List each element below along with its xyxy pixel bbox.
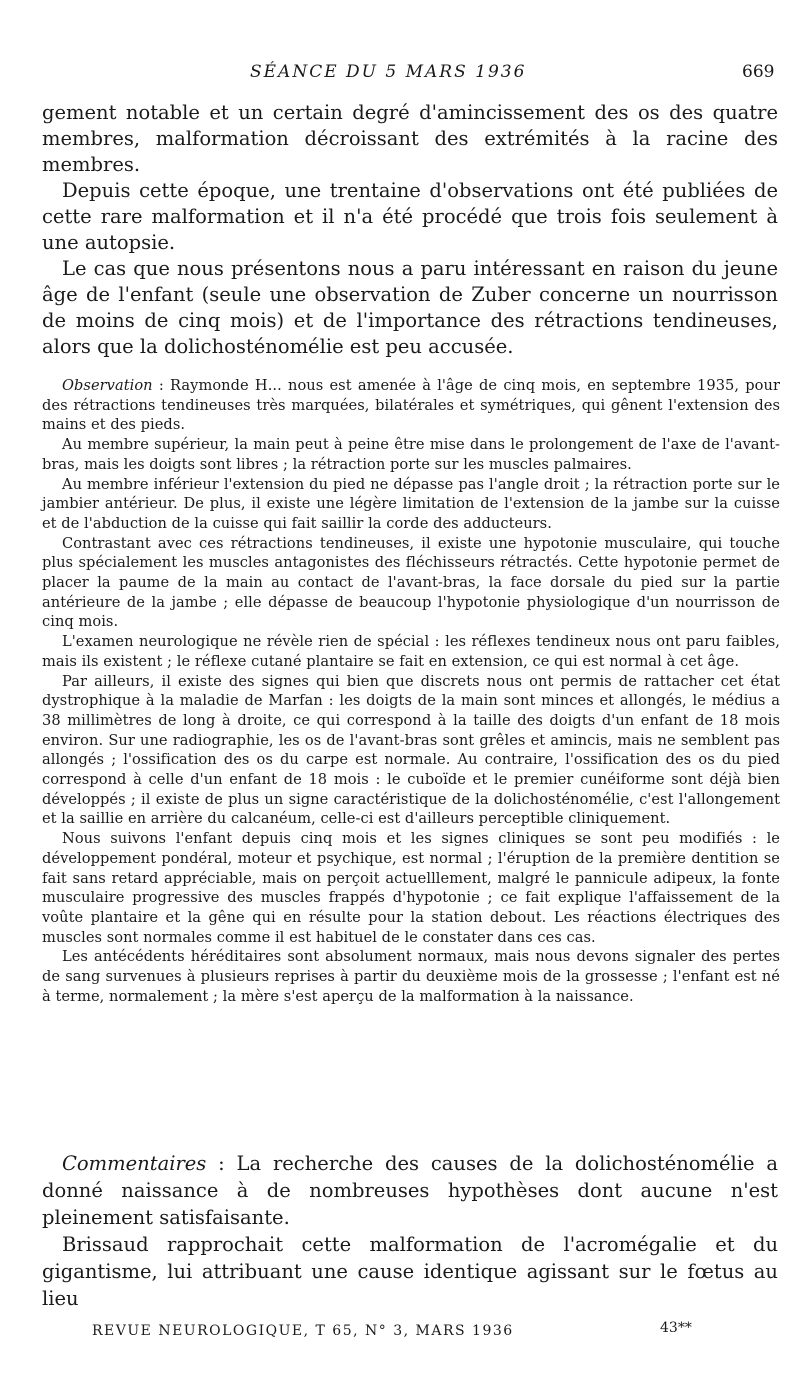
paragraph: Depuis cette époque, une trentaine d'observations ont été publiées de cette rare malformation et il n'a été procédé que trois fois seulement à une autopsie. [42, 179, 778, 254]
paragraph: Nous suivons l'enfant depuis cinq mois et les signes cliniques se sont peu modifiés : le développement pondéral, moteur et psychique, est normal ; l'éruption de la première dentition se fait sans retard appréciable, mais on perçoit actuelllement, malgré le pannicule adipeux, la fonte musculaire progressive des muscles frappés d'hypotonie ; ce fait explique l'affaissement de la voûte plantaire et la gêne qui en résulte pour la station debout. Les réactions électriques des muscles sont normales comme il est habituel de le constater dans ces cas. [42, 830, 780, 946]
page-footer [0, 1320, 800, 1347]
commentary-section [42, 1150, 778, 1312]
paragraph: Le cas que nous présentons nous a paru intéressant en raison du jeune âge de l'enfant (seule une observation de Zuber concerne un nourrisson de moins de cinq mois) et de l'importance des rétractions tendineuses, alors que la dolichosténomélie est peu accusée. [42, 257, 778, 358]
paragraph [42, 376, 780, 435]
commentaires-label: Commentaires [62, 1152, 207, 1175]
paragraph: L'examen neurologique ne révèle rien de spécial : les réflexes tendineux nous ont paru faibles, mais ils existent ; le réflexe cutané plantaire se fait en extension, ce qui est normal à cet âge. [42, 633, 780, 670]
paragraph: gement notable et un certain degré d'amincissement des os des quatre membres, malformation décroissant des extrémités à la racine des membres. [42, 101, 778, 176]
paragraph [42, 1150, 778, 1231]
observation-label: Observation [62, 377, 153, 394]
running-header [0, 62, 800, 92]
paragraph: Les antécédents héréditaires sont absolument normaux, mais nous devons signaler des pertes de sang survenues à plusieurs reprises à partir du deuxième mois de la grossesse ; l'enfant est né à terme, normalement ; la mère s'est aperçu de la malformation à la naissance. [42, 948, 780, 1005]
paragraph: Au membre supérieur, la main peut à peine être mise dans le prolongement de l'axe de l'avant-bras, mais les doigts sont libres ; la rétraction porte sur les muscles palmaires. [42, 436, 780, 473]
paragraph-text: : La recherche des causes de la dolichosténomélie a donné naissance à de nombreuses hypothèses dont aucune n'est pleinement satisfaisante. [42, 1152, 778, 1229]
paragraph-text: : Raymonde H... nous est amenée à l'âge de cinq mois, en septembre 1935, pour des rétractions tendineuses très marquées, bilatérales et symétriques, qui gênent l'extension des mains et des pieds. [42, 377, 780, 434]
running-title: SÉANCE DU 5 MARS 1936 [250, 62, 527, 82]
signature-mark: 43** [660, 1320, 692, 1336]
intro-text [42, 100, 778, 360]
page-number: 669 [742, 62, 775, 82]
journal-reference: REVUE NEUROLOGIQUE, T 65, N° 3, MARS 1936 [92, 1323, 514, 1339]
paragraph: Au membre inférieur l'extension du pied ne dépasse pas l'angle droit ; la rétraction porte sur le jambier antérieur. De plus, il existe une légère limitation de l'extension de la jambe sur la cuisse et de l'abduction de la cuisse qui fait saillir la corde des adducteurs. [42, 475, 780, 532]
paragraph: Contrastant avec ces rétractions tendineuses, il existe une hypotonie musculaire, qui touche plus spécialement les muscles antagonistes des fléchisseurs rétractés. Cette hypotonie permet de placer la paume de la main au contact de l'avant-bras, la face dorsale du pied sur la partie antérieure de la jambe ; elle dépasse de beaucoup l'hypotonie physiologique d'un nourrisson de cinq mois. [42, 534, 780, 631]
observation-section [42, 376, 780, 1007]
paragraph: Brissaud rapprochait cette malformation de l'acromégalie et du gigantisme, lui attribuant une cause identique agissant sur le fœtus au lieu [42, 1233, 778, 1310]
paragraph: Par ailleurs, il existe des signes qui bien que discrets nous ont permis de rattacher cet état dystrophique à la maladie de Marfan : les doigts de la main sont minces et allongés, le médius a 38 millimètres de long à droite, ce qui correspond à la taille des doigts d'un enfant de 18 mois environ. Sur une radiographie, les os de l'avant-bras sont grêles et amincis, mais ne semblent pas allongés ; l'ossification des os du carpe est normale. Au contraire, l'ossification des os du pied correspond à celle d'un enfant de 18 mois : le cuboïde et le premier cunéiforme sont déjà bien développés ; il existe de plus un signe caractéristique de la dolichosténomélie, c'est l'allongement et la saillie en arrière du calcanéum, celle-ci est d'ailleurs perceptible cliniquement. [42, 672, 780, 828]
